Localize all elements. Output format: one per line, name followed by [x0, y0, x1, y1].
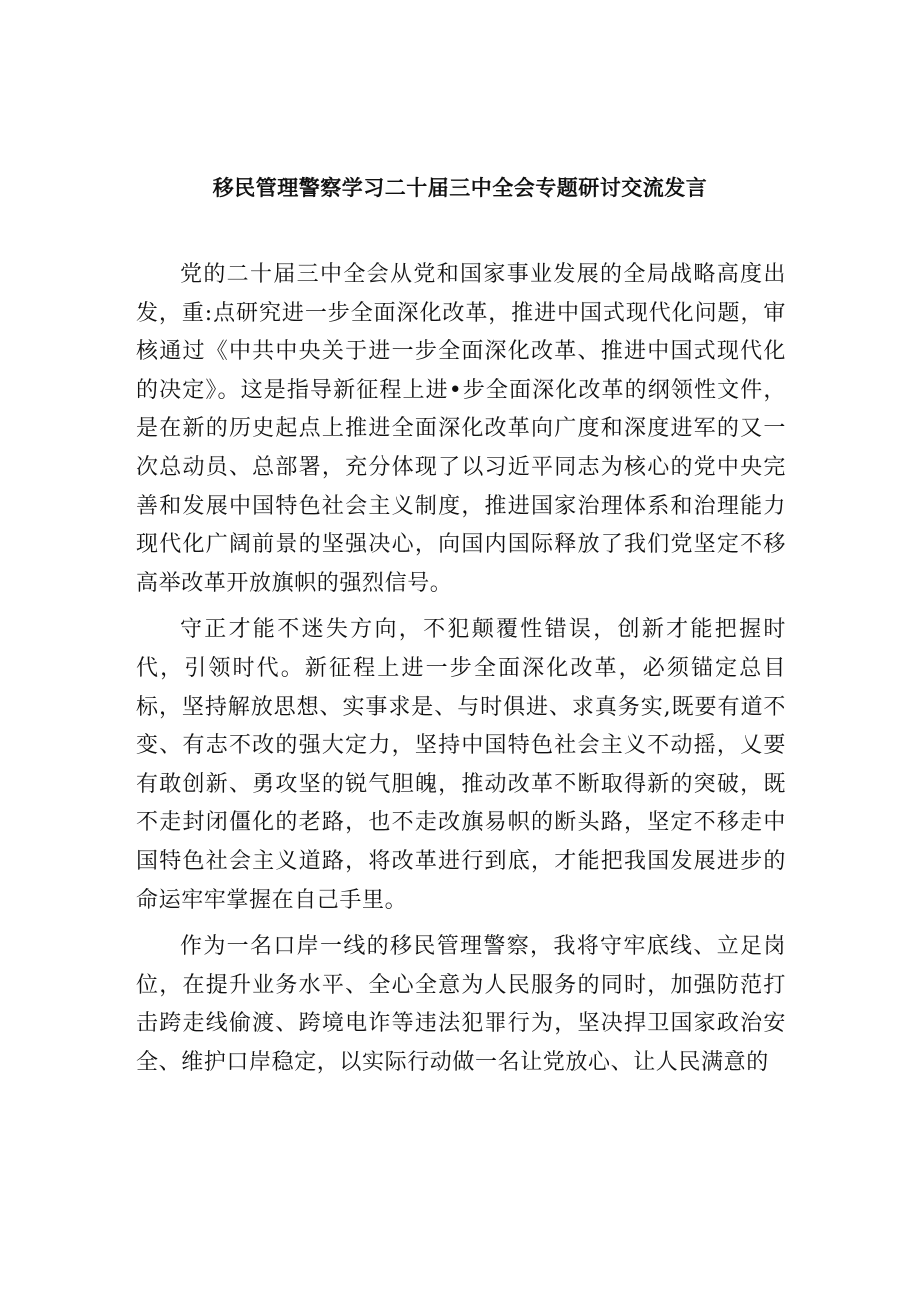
paragraph-2: 守正才能不迷失方向，不犯颠覆性错误，创新才能把握时代，引领时代。新征程上进一步全面深化改革，必须锚定总目标，坚持解放思想、实事求是、与时俱进、求真务实,既要有道不变、有志不改的强大定力，坚持中国特色社会主义不动摇，乂要有敢创新、勇攻坚的锐气胆魄，推动改革不断取得新的突破，既不走封闭僵化的老路，也不走改旗易帜的断头路，坚定不移走中国特色社会主义道路，将改革进行到底，才能把我国发展进步的命运牢牢掌握在自己手里。	[136, 617, 786, 913]
paragraph-3: 作为一名口岸一线的移民管理警察，我将守牢底线、立足岗位，在提升业务水平、全心全意为人民服务的同时，加强防范打击跨走线偷渡、跨境电诈等违法犯罪行为，坚决捍卫国家政治安全、维护口岸稳定，以实际行动做一名让党放心、让人民满意的	[136, 934, 786, 1075]
paragraph-1: 党的二十届三中全会从党和国家事业发展的全局战略高度出发，重:点研究进一步全面深化改革，推进中国式现代化问题，审核通过《中共中央关于进一步全面深化改革、推进中国式现代化的决定》。这是指导新征程上进•步全面深化改革的纲领性文件，是在新的历史起点上推进全面深化改革向广度和深度进军的又一次总动员、总部署，充分体现了以习近平同志为核心的党中央完善和发展中国特色社会主义制度，推进国家治理体系和治理能力现代化广阔前景的坚强决心，向国内国际释放了我们党坚定不移高举改革开放旗帜的强烈信号。	[136, 262, 786, 596]
document-body	[136, 256, 786, 1090]
document-title: 移民管理警察学习二十届三中全会专题研讨交流发言	[212, 175, 708, 200]
